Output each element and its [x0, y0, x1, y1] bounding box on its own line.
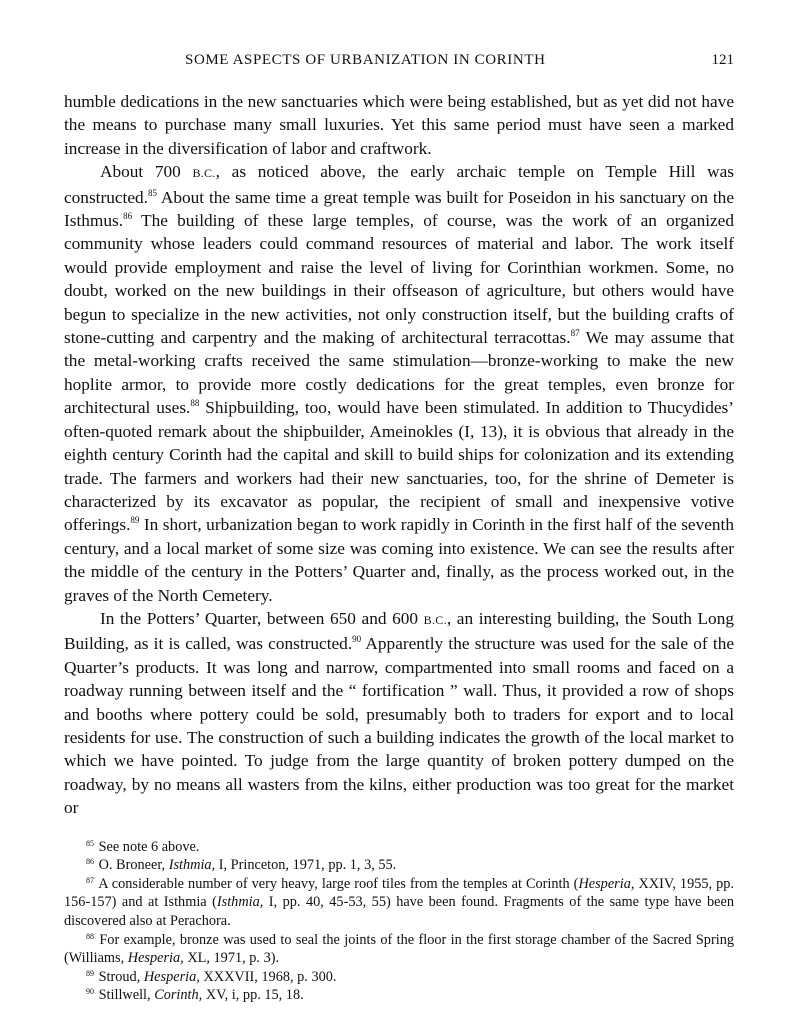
footnote-86 [64, 856, 734, 875]
running-header [64, 52, 734, 78]
text-run: , as noticed above, the early archaic temple on Temple Hill was constructed. [64, 162, 734, 207]
text-run: We may assume that the metal-working crafts received the same stimulation—bronze-working to make the new hoplite armor, to provide more costly dedications for the great temples, even bronze for architectural uses. [64, 328, 734, 418]
text-run: In short, urbanization began to work rapidly in Corinth in the first half of the seventh century, and a local market of some size was coming into existence. We can see the results after the middle of the century in the Potters’ Quarter and, finally, as the process worked out, in the graves of the North Cemetery. [64, 515, 734, 605]
page [64, 52, 734, 1005]
footnote-90 [64, 986, 734, 1005]
footnote-text: O. Broneer, [98, 857, 169, 874]
footnote-text: A considerable number of very heavy, large roof tiles from the temples at Corinth ( [98, 875, 579, 892]
footnotes [64, 838, 734, 1005]
text-run: Shipbuilding, too, would have been stimulated. In addition to Thucydides’ often-quoted remark about the shipbuilder, Ameinokles (I, 13), it is obvious that already in the eighth century Corinth had the capital and skill to build ships for colonization and its extending trade. The farmers and workers had their new sanctuaries, too, for the shrine of Demeter is characterized by its excavator as popular, the recipient of small and inexpensive votive offerings. [64, 398, 735, 535]
paragraph-3 [64, 607, 734, 820]
footnote-ref-89: 89 [130, 515, 140, 526]
paragraph-1-text: humble dedications in the new sanctuaries which were being established, but as yet did not have the means to purchase many small luxuries. Yet this same period must have seen a marked increase in the diversification of labor and craftwork. [64, 92, 734, 158]
footnote-text: For example, bronze was used to seal the joints of the floor in the first storage chamber of the Sacred Spring (Williams, [64, 931, 734, 967]
footnote-number: 87 [86, 875, 94, 885]
paragraph-1 [64, 90, 734, 160]
footnote-italic: Isthmia, [216, 894, 264, 911]
body-text [64, 90, 734, 820]
footnote-text: XXIV, 1955, pp. 156-157) and at Isthmia ( [64, 875, 734, 911]
footnote-85 [64, 838, 734, 857]
era-abbrev: B.C. [423, 612, 447, 627]
footnote-ref-88: 88 [190, 398, 200, 409]
footnote-text: XXXVII, 1968, p. 300. [199, 968, 337, 985]
footnote-88 [64, 931, 734, 968]
footnote-italic: Isthmia, [168, 857, 216, 874]
footnote-ref-85: 85 [147, 187, 157, 198]
text-run: About 700 [100, 162, 193, 182]
footnote-italic: Hesperia, [143, 968, 200, 985]
text-run: Apparently the structure was used for the sale of the Quarter’s products. It was long and narrow, compartmented into small rooms and faced on a roadway running between itself and the “ fortification ” wall. Thus, it provided a row of shops and booths where pottery could be sold, presumably both to traders for export and to local residents for use. The construction of such a building indicates the growth of the local market to which we have pointed. To judge from the large quantity of broken pottery dumped on the roadway, by no means all wasters from the kilns, either production was too great for the market or [64, 634, 735, 818]
footnote-text: XL, 1971, p. 3). [183, 950, 280, 967]
footnote-text: Stroud, [98, 968, 144, 985]
footnote-number: 88 [86, 931, 94, 941]
paragraph-2 [64, 160, 734, 607]
running-title: SOME ASPECTS OF URBANIZATION IN CORINTH [185, 52, 546, 68]
footnote-text: I, Princeton, 1971, pp. 1, 3, 55. [215, 857, 397, 874]
footnote-number: 85 [86, 838, 94, 848]
era-abbrev: B.C. [192, 166, 216, 181]
footnote-text: See note 6 above. [98, 838, 200, 855]
footnote-text: Stillwell, [98, 987, 155, 1004]
footnote-ref-86: 86 [123, 211, 133, 222]
footnote-ref-90: 90 [352, 634, 362, 645]
text-run: The building of these large temples, of course, was the work of an organized community whose leaders could command resources of material and labor. The work itself would provide employment and raise the level of living for Corinthian workmen. Some, no doubt, worked on the new buildings in their offseason of agriculture, but others would have begun to specialize in the new activities, not only construction itself, but the building crafts of stone-cutting and carpentry and the making of architectural terracottas. [64, 211, 734, 348]
footnote-text: I, pp. 40, 45-53, 55) have been found. Fragments of the same type have been discovered also at Perachora. [64, 894, 734, 929]
footnote-number: 86 [86, 857, 94, 867]
footnote-ref-87: 87 [570, 328, 580, 339]
footnote-89 [64, 968, 734, 987]
text-run: In the Potters’ Quarter, between 650 and 600 [100, 608, 424, 628]
footnote-number: 90 [86, 987, 94, 997]
page-number: 121 [711, 52, 734, 68]
footnote-87 [64, 875, 734, 931]
text-run: About the same time a great temple was built for Poseidon in his sanctuary on the Isthmus. [64, 187, 734, 231]
text-run: , an interesting building, the South Long Building, as it is called, was constructed. [64, 608, 734, 654]
footnote-italic: Hesperia, [127, 950, 184, 967]
footnote-italic: Corinth, [154, 987, 203, 1004]
footnote-text: XV, i, pp. 15, 18. [202, 987, 304, 1004]
footnote-number: 89 [86, 968, 94, 978]
footnote-italic: Hesperia, [578, 875, 635, 892]
